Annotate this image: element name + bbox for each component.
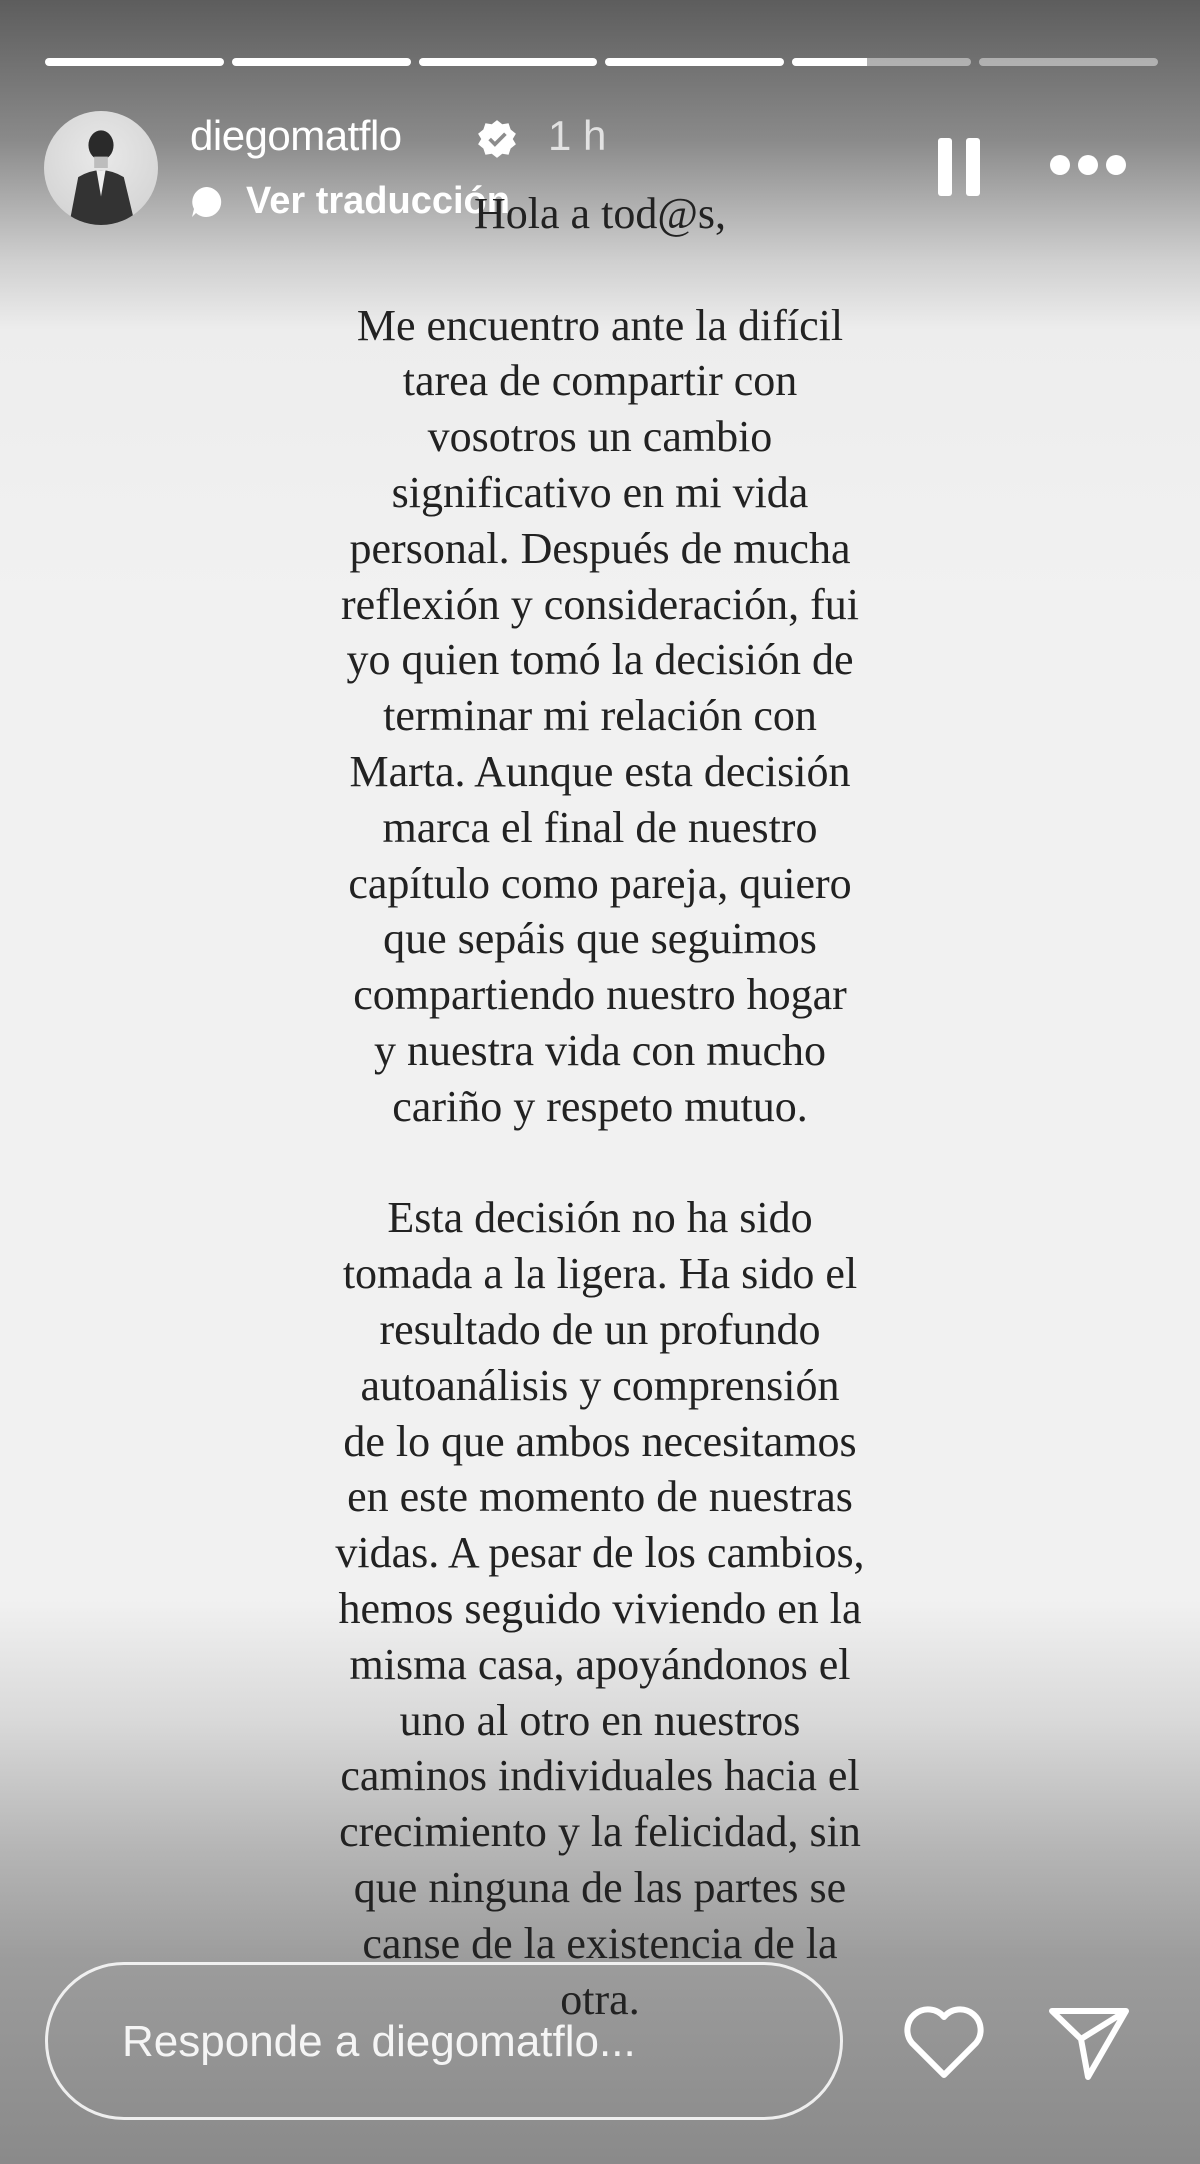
letter-greeting: Hola a tod@s, [474,189,726,238]
letter-line: autoanálisis y comprensión [360,1360,840,1410]
letter-line: personal. Después de mucha [349,523,851,573]
letter-line: Me encuentro ante la difícil [356,300,844,350]
more-options-icon [1050,155,1070,175]
send-icon[interactable] [1048,2005,1130,2083]
letter-line: vidas. A pesar de los cambios, [335,1528,865,1578]
see-translation-label: Ver traducción [246,180,510,222]
letter-line: uno al otro en nuestros [399,1695,801,1745]
letter-paragraph-1 [250,298,950,1135]
letter-line: tomada a la ligera. Ha sido el [342,1249,858,1299]
more-options-button[interactable] [1050,155,1126,175]
letter-line: y nuestra vida con mucho [373,1025,827,1075]
heart-icon[interactable] [902,2005,986,2081]
chat-bubble-icon [190,185,224,219]
progress-segment [232,58,411,66]
progress-segment [792,58,971,66]
letter-line: que ninguna de las partes se [353,1862,847,1912]
letter-line: compartiendo nuestro hogar [353,970,847,1020]
story-letter-text [250,186,950,2027]
letter-line: cariño y respeto mutuo. [392,1081,808,1131]
letter-line: significativo en mi vida [391,467,809,517]
reply-input[interactable] [120,2001,804,2083]
avatar-photo [44,111,158,225]
letter-line: Marta. Aunque esta decisión [349,746,851,796]
letter-line: terminar mi relación con [383,691,817,741]
progress-segment [605,58,784,66]
letter-line: reflexión y consideración, fui [340,579,860,629]
story-progress-bar [45,58,1158,66]
progress-segment [419,58,598,66]
letter-line: en este momento de nuestras [347,1472,853,1522]
letter-line: yo quien tomó la decisión de [346,635,854,685]
letter-line: crecimiento y la felicidad, sin [339,1807,861,1857]
letter-line: tarea de compartir con [402,356,798,406]
progress-segment [979,58,1158,66]
letter-paragraph-2 [250,1190,950,2027]
letter-line: de lo que ambos necesitamos [343,1416,857,1466]
verified-badge-icon [476,118,518,160]
letter-line: capítulo como pareja, quiero [348,858,852,908]
letter-line: canse de la existencia de la [362,1918,838,1968]
letter-line: resultado de un profundo [379,1304,821,1354]
letter-line: vosotros un cambio [427,412,773,462]
letter-line: misma casa, apoyándonos el [349,1639,851,1689]
letter-line: Esta decisión no ha sido [387,1193,813,1243]
reply-box[interactable] [45,1962,843,2120]
progress-segment [45,58,224,66]
letter-line: que sepáis que seguimos [383,914,817,964]
letter-line: caminos individuales hacia el [340,1751,860,1801]
avatar[interactable] [44,111,158,225]
letter-line: otra. [560,1974,640,2024]
letter-line: hemos seguido viviendo en la [338,1583,862,1633]
letter-line: marca el final de nuestro [382,802,818,852]
time-ago: 1 h [548,112,607,159]
username[interactable]: diegomatflo [190,112,402,159]
